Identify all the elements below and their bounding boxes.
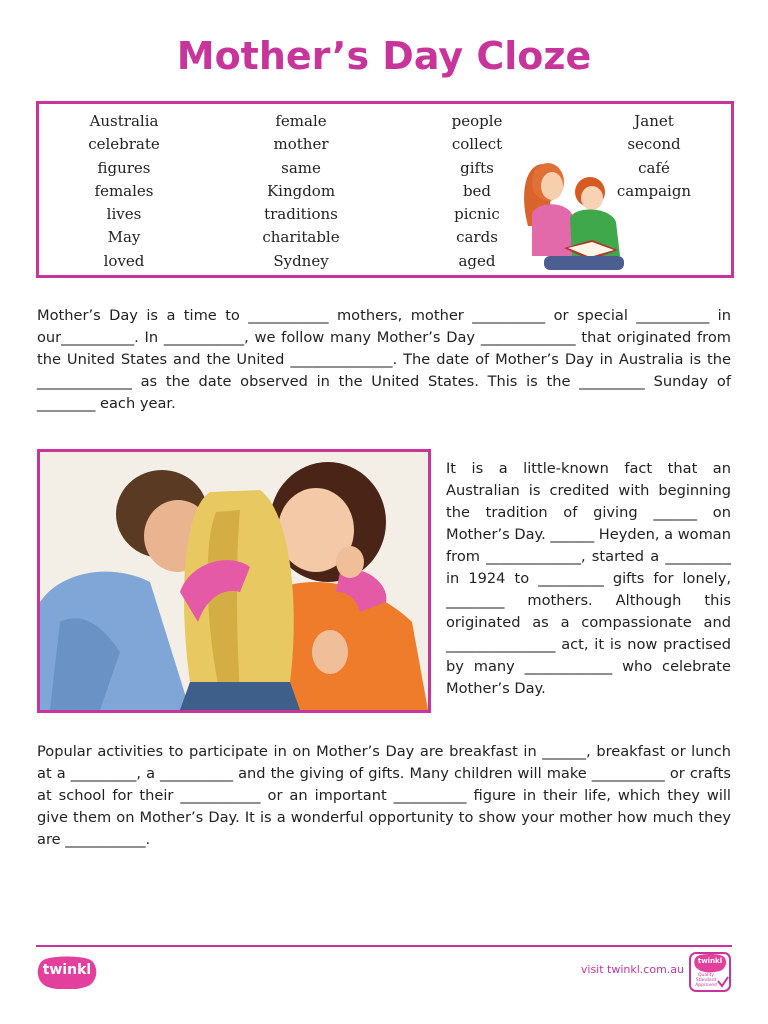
word: female bbox=[275, 112, 327, 130]
word: Janet bbox=[634, 112, 674, 130]
reading-illustration bbox=[514, 156, 632, 274]
word: same bbox=[281, 158, 321, 177]
badge-top-text: twinkl bbox=[697, 957, 723, 965]
paragraph-1: Mother’s Day is a time to ___________ mothers, mother __________ or special __________ in our__________. In ___________, we follow many Mother’s Day _____________ that originated from the United States and the United ______________. The date of Mother’s Day in Australia is the _____________ as the date observed in the United States. This is the _________ Sunday of ________ each year. bbox=[37, 307, 731, 412]
word: lives bbox=[106, 205, 142, 224]
family-hug-illustration bbox=[40, 452, 428, 710]
word: traditions bbox=[264, 205, 338, 224]
word: loved bbox=[103, 251, 145, 270]
visit-link[interactable]: visit twinkl.com.au bbox=[580, 963, 684, 976]
word: celebrate bbox=[88, 135, 160, 154]
quality-badge-icon bbox=[688, 951, 732, 993]
page-title: Mother’s Day Cloze bbox=[176, 34, 592, 78]
twinkl-logo[interactable] bbox=[36, 955, 98, 989]
word: Kingdom bbox=[266, 181, 336, 200]
word-column-2 bbox=[221, 110, 381, 273]
paragraph-2: It is a little-known fact that an Australian is credited with beginning the tradition of giving ______ on Mother’s Day. ______ Heyden, a woman from _____________, started a _________ in 1924 to _________ gifts for lonely, ________ mothers. Although this originated as a compassionate and _______________ act, it is now practised by many ____________ who celebrate Mother’s Day. bbox=[446, 460, 731, 697]
word: figures bbox=[97, 158, 151, 177]
word: café bbox=[638, 158, 670, 177]
word: females bbox=[94, 181, 154, 200]
word: people bbox=[451, 112, 503, 130]
word: mother bbox=[273, 135, 329, 154]
word: aged bbox=[458, 251, 496, 270]
word-column-1 bbox=[44, 110, 204, 273]
word: charitable bbox=[262, 228, 340, 247]
family-photo-frame bbox=[37, 449, 431, 713]
word: Australia bbox=[89, 112, 159, 130]
word: May bbox=[107, 228, 141, 247]
word: gifts bbox=[460, 158, 494, 177]
word: cards bbox=[456, 228, 498, 247]
word: campaign bbox=[616, 181, 692, 200]
paragraph-3: Popular activities to participate in on Mother’s Day are breakfast in ______, breakfast or lunch at a _________, a __________ and the giving of gifts. Many children will make __________ or crafts at school for their ___________ or an important __________ figure in their life, which they will give them on Mother’s Day. It is a wonderful opportunity to show your mother how much they are ___________. bbox=[37, 743, 731, 848]
word: bed bbox=[462, 181, 492, 200]
word: second bbox=[627, 135, 681, 154]
word-bank bbox=[36, 101, 734, 278]
word: collect bbox=[451, 135, 503, 154]
word: picnic bbox=[454, 205, 500, 224]
word: Sydney bbox=[273, 251, 329, 270]
logo-text: twinkl bbox=[42, 962, 92, 978]
badge-bottom-text: Quality Standard Approved bbox=[695, 973, 717, 988]
footer-divider bbox=[36, 945, 732, 947]
